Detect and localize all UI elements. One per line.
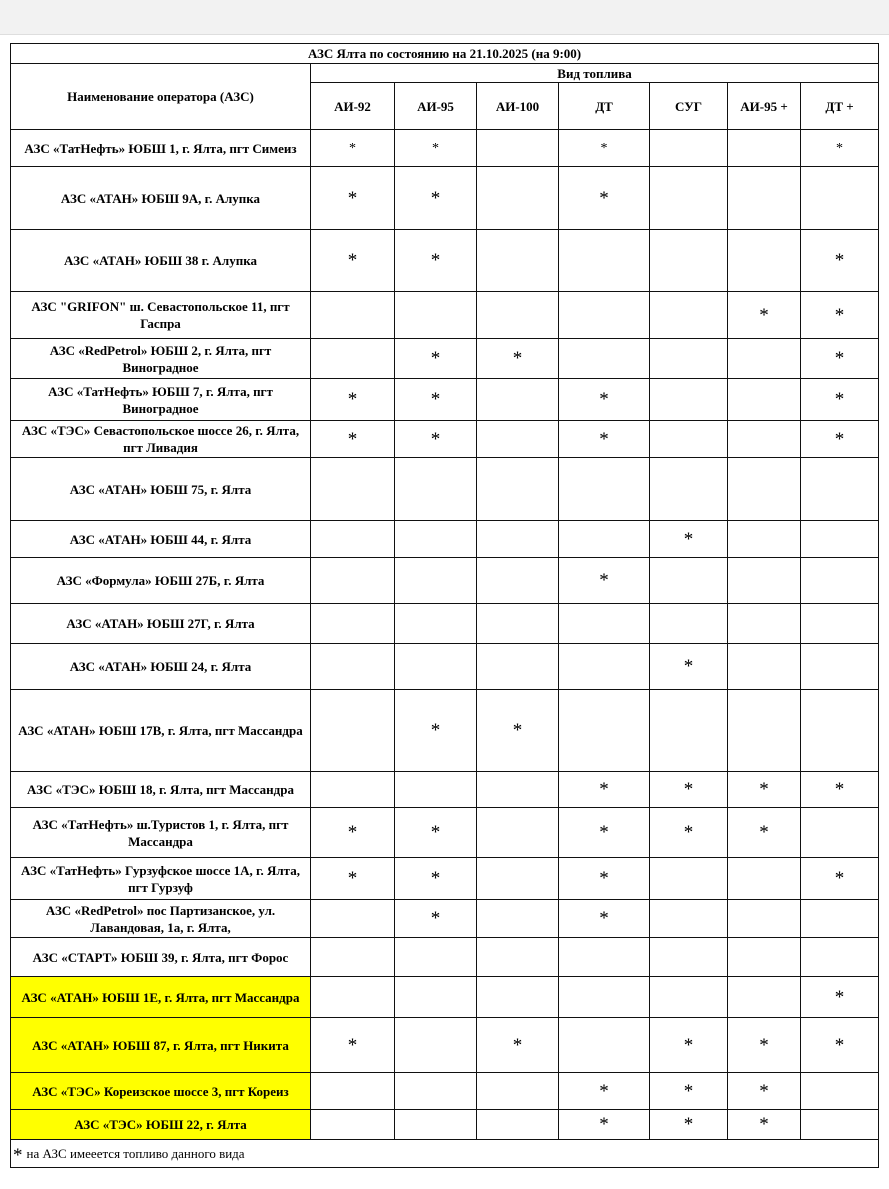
availability-mark: * <box>430 389 441 410</box>
availability-mark: * <box>834 389 845 410</box>
availability-mark: * <box>599 822 609 843</box>
fuel-availability-cell <box>395 339 477 379</box>
fuel-availability-cell <box>728 644 801 690</box>
fuel-availability-cell <box>801 604 879 644</box>
fuel-availability-cell <box>650 292 728 339</box>
availability-mark: * <box>347 822 358 843</box>
table-row <box>11 1018 879 1073</box>
table-row <box>11 521 879 558</box>
fuel-availability-cell <box>801 292 879 339</box>
fuel-availability-cell <box>728 1110 801 1140</box>
availability-mark: * <box>599 389 609 410</box>
fuel-availability-cell <box>650 458 728 521</box>
availability-mark: * <box>834 868 845 889</box>
fuel-availability-cell <box>728 339 801 379</box>
table-row <box>11 1073 879 1110</box>
availability-mark: * <box>759 779 769 800</box>
fuel-availability-cell <box>395 379 477 421</box>
availability-mark: * <box>599 779 609 800</box>
station-name-cell: АЗС «АТАН» ЮБШ 38 г. Алупка <box>11 230 311 292</box>
fuel-availability-cell <box>728 772 801 808</box>
table-row <box>11 230 879 292</box>
table-row <box>11 644 879 690</box>
availability-mark: * <box>599 908 609 929</box>
table-row <box>11 858 879 900</box>
fuel-availability-cell <box>311 558 395 604</box>
station-name-cell: АЗС «АТАН» ЮБШ 87, г. Ялта, пгт Никита <box>11 1018 311 1073</box>
availability-mark: * <box>834 779 845 800</box>
fuel-availability-cell <box>477 230 559 292</box>
table-title: АЗС Ялта по состоянию на 21.10.2025 (на 9:00) <box>11 44 879 64</box>
availability-mark: * <box>683 822 694 843</box>
fuel-column-header: АИ-92 <box>311 83 395 130</box>
fuel-availability-cell <box>801 167 879 230</box>
fuel-availability-cell <box>801 458 879 521</box>
station-name-cell: АЗС «RedPetrol» ЮБШ 2, г. Ялта, пгт Виноградное <box>11 339 311 379</box>
fuel-availability-cell <box>801 421 879 458</box>
availability-mark: * <box>430 187 441 209</box>
availability-mark: * <box>834 250 845 271</box>
fuel-availability-cell <box>477 1110 559 1140</box>
availability-mark: * <box>834 1034 845 1056</box>
availability-mark: * <box>430 348 441 369</box>
fuel-availability-cell <box>477 772 559 808</box>
fuel-availability-cell <box>477 421 559 458</box>
fuel-availability-cell <box>801 772 879 808</box>
availability-mark: * <box>759 304 769 326</box>
availability-mark: * <box>683 1114 694 1135</box>
fuel-availability-cell <box>728 292 801 339</box>
availability-mark: * <box>599 428 609 450</box>
fuel-availability-cell <box>477 379 559 421</box>
fuel-availability-cell <box>311 458 395 521</box>
fuel-availability-cell <box>395 604 477 644</box>
fuel-availability-cell <box>728 690 801 772</box>
fuel-availability-cell <box>395 521 477 558</box>
fuel-availability-cell <box>395 858 477 900</box>
fuel-availability-cell <box>311 644 395 690</box>
availability-mark: * <box>600 140 608 156</box>
fuel-availability-cell <box>728 1018 801 1073</box>
fuel-availability-cell <box>395 644 477 690</box>
fuel-availability-cell <box>311 230 395 292</box>
fuel-availability-cell <box>311 521 395 558</box>
fuel-availability-cell <box>311 421 395 458</box>
fuel-availability-cell <box>477 1018 559 1073</box>
fuel-availability-cell <box>559 644 650 690</box>
fuel-availability-cell <box>395 167 477 230</box>
fuel-availability-cell <box>728 977 801 1018</box>
station-name-cell: АЗС «ТЭС» ЮБШ 18, г. Ялта, пгт Массандра <box>11 772 311 808</box>
fuel-availability-table <box>10 43 879 1168</box>
fuel-availability-cell <box>395 977 477 1018</box>
fuel-availability-cell <box>477 808 559 858</box>
table-row <box>11 690 879 772</box>
availability-mark: * <box>432 140 439 156</box>
fuel-availability-cell <box>395 900 477 938</box>
table-row <box>11 379 879 421</box>
availability-mark: * <box>430 908 441 929</box>
station-name-cell: АЗС «ТЭС» Кореизское шоссе 3, пгт Кореиз <box>11 1073 311 1110</box>
name-column-header: Наименование оператора (АЗС) <box>11 64 311 130</box>
fuel-availability-cell <box>395 230 477 292</box>
table-row <box>11 900 879 938</box>
fuel-availability-cell <box>801 690 879 772</box>
station-name-cell: АЗС «Формула» ЮБШ 27Б, г. Ялта <box>11 558 311 604</box>
fuel-availability-cell <box>559 1073 650 1110</box>
availability-mark: * <box>599 868 609 889</box>
availability-mark: * <box>599 1114 609 1135</box>
fuel-availability-cell <box>728 230 801 292</box>
fuel-availability-cell <box>559 167 650 230</box>
fuel-availability-cell <box>477 644 559 690</box>
availability-mark: * <box>430 250 441 271</box>
footnote <box>11 1140 879 1168</box>
fuel-availability-cell <box>395 130 477 167</box>
station-name-cell: АЗС «АТАН» ЮБШ 1Е, г. Ялта, пгт Массандра <box>11 977 311 1018</box>
fuel-availability-cell <box>477 977 559 1018</box>
availability-mark: * <box>599 1080 609 1102</box>
fuel-availability-cell <box>650 1018 728 1073</box>
fuel-column-header: СУГ <box>650 83 728 130</box>
fuel-availability-cell <box>801 521 879 558</box>
fuel-availability-cell <box>801 1110 879 1140</box>
fuel-availability-cell <box>650 167 728 230</box>
viewer-toolbar <box>0 0 889 35</box>
fuel-availability-cell <box>311 690 395 772</box>
fuel-availability-cell <box>477 558 559 604</box>
fuel-availability-cell <box>728 858 801 900</box>
station-name-cell: АЗС "GRIFON" ш. Севастопольское 11, пгт Гаспра <box>11 292 311 339</box>
fuel-availability-cell <box>801 644 879 690</box>
fuel-availability-cell <box>395 1110 477 1140</box>
availability-mark: * <box>599 187 609 209</box>
fuel-availability-cell <box>650 808 728 858</box>
station-name-cell: АЗС «АТАН» ЮБШ 27Г, г. Ялта <box>11 604 311 644</box>
footnote-text: на АЗС имееется топливо данного вида <box>26 1145 245 1161</box>
availability-mark: * <box>347 250 358 271</box>
fuel-availability-cell <box>311 1018 395 1073</box>
fuel-availability-cell <box>650 1073 728 1110</box>
fuel-availability-cell <box>395 1073 477 1110</box>
station-name-cell: АЗС «ТЭС» ЮБШ 22, г. Ялта <box>11 1110 311 1140</box>
fuel-availability-cell <box>559 938 650 977</box>
availability-mark: * <box>683 779 694 800</box>
fuel-availability-cell <box>728 808 801 858</box>
fuel-availability-cell <box>559 230 650 292</box>
station-name-cell: АЗС «СТАРТ» ЮБШ 39, г. Ялта, пгт Форос <box>11 938 311 977</box>
availability-mark: * <box>683 656 694 677</box>
availability-mark: * <box>512 720 523 741</box>
table-row <box>11 558 879 604</box>
table-row <box>11 167 879 230</box>
station-name-cell: АЗС «ТатНефть» ЮБШ 7, г. Ялта, пгт Виноградное <box>11 379 311 421</box>
availability-mark: * <box>430 822 441 843</box>
station-name-cell: АЗС «АТАН» ЮБШ 24, г. Ялта <box>11 644 311 690</box>
fuel-availability-cell <box>650 379 728 421</box>
table-row <box>11 339 879 379</box>
fuel-availability-cell <box>559 521 650 558</box>
fuel-availability-cell <box>559 900 650 938</box>
fuel-availability-cell <box>395 292 477 339</box>
fuel-availability-cell <box>801 1073 879 1110</box>
fuel-availability-cell <box>477 604 559 644</box>
table-row <box>11 604 879 644</box>
fuel-availability-cell <box>311 938 395 977</box>
station-name-cell: АЗС «АТАН» ЮБШ 17В, г. Ялта, пгт Массандра <box>11 690 311 772</box>
fuel-availability-cell <box>801 858 879 900</box>
availability-mark: * <box>347 428 358 450</box>
availability-mark: * <box>347 868 358 889</box>
availability-mark: * <box>834 428 845 450</box>
fuel-availability-cell <box>650 938 728 977</box>
availability-mark: * <box>347 389 358 410</box>
availability-mark: * <box>834 986 845 1008</box>
fuel-availability-cell <box>728 604 801 644</box>
fuel-availability-cell <box>559 458 650 521</box>
fuel-column-header: АИ-100 <box>477 83 559 130</box>
table-row <box>11 458 879 521</box>
fuel-availability-cell <box>728 167 801 230</box>
fuel-availability-cell <box>801 379 879 421</box>
fuel-availability-cell <box>801 808 879 858</box>
availability-mark: * <box>836 140 844 156</box>
availability-mark: * <box>759 1034 769 1056</box>
table-row <box>11 938 879 977</box>
availability-mark: * <box>512 348 523 369</box>
fuel-availability-cell <box>311 900 395 938</box>
fuel-availability-cell <box>559 858 650 900</box>
fuel-availability-cell <box>477 900 559 938</box>
fuel-availability-cell <box>559 604 650 644</box>
fuel-availability-cell <box>477 130 559 167</box>
fuel-availability-cell <box>650 690 728 772</box>
fuel-availability-cell <box>311 379 395 421</box>
table-row <box>11 292 879 339</box>
fuel-availability-cell <box>477 292 559 339</box>
fuel-availability-cell <box>801 977 879 1018</box>
fuel-availability-cell <box>801 130 879 167</box>
fuel-availability-cell <box>559 130 650 167</box>
station-name-cell: АЗС «RedPetrol» пос Партизанское, ул. Лавандовая, 1а, г. Ялта, <box>11 900 311 938</box>
availability-mark: * <box>683 1080 694 1102</box>
fuel-availability-cell <box>650 339 728 379</box>
fuel-availability-cell <box>650 772 728 808</box>
availability-mark: * <box>430 868 441 889</box>
fuel-availability-cell <box>395 938 477 977</box>
fuel-availability-cell <box>650 230 728 292</box>
availability-mark: * <box>512 1034 523 1056</box>
fuel-availability-cell <box>650 1110 728 1140</box>
availability-mark: * <box>430 720 441 741</box>
availability-mark: * <box>683 1034 694 1056</box>
fuel-availability-cell <box>650 130 728 167</box>
fuel-column-header: АИ-95 + <box>728 83 801 130</box>
fuel-availability-cell <box>728 558 801 604</box>
fuel-availability-cell <box>559 977 650 1018</box>
fuel-availability-cell <box>311 292 395 339</box>
fuel-availability-cell <box>477 938 559 977</box>
fuel-availability-cell <box>728 379 801 421</box>
fuel-group-header: Вид топлива <box>311 64 879 83</box>
availability-mark: * <box>347 1034 358 1056</box>
fuel-availability-cell <box>311 1073 395 1110</box>
fuel-availability-cell <box>311 977 395 1018</box>
fuel-availability-cell <box>395 558 477 604</box>
fuel-availability-cell <box>395 808 477 858</box>
fuel-column-header: АИ-95 <box>395 83 477 130</box>
fuel-availability-cell <box>728 421 801 458</box>
fuel-availability-cell <box>559 379 650 421</box>
fuel-availability-cell <box>650 521 728 558</box>
fuel-availability-cell <box>559 292 650 339</box>
fuel-availability-cell <box>395 1018 477 1073</box>
fuel-availability-cell <box>477 858 559 900</box>
fuel-availability-cell <box>801 1018 879 1073</box>
fuel-availability-cell <box>801 900 879 938</box>
fuel-availability-cell <box>650 558 728 604</box>
fuel-availability-cell <box>477 1073 559 1110</box>
fuel-column-header: ДТ + <box>801 83 879 130</box>
fuel-availability-cell <box>559 772 650 808</box>
station-name-cell: АЗС «АТАН» ЮБШ 44, г. Ялта <box>11 521 311 558</box>
fuel-availability-cell <box>650 977 728 1018</box>
fuel-availability-cell <box>801 938 879 977</box>
availability-mark: * <box>683 528 694 550</box>
table-row <box>11 421 879 458</box>
availability-mark: * <box>834 304 845 326</box>
fuel-availability-cell <box>477 690 559 772</box>
fuel-availability-cell <box>311 167 395 230</box>
fuel-availability-cell <box>395 458 477 521</box>
station-name-cell: АЗС «ТатНефть» ш.Туристов 1, г. Ялта, пгт Массандра <box>11 808 311 858</box>
fuel-availability-cell <box>801 558 879 604</box>
fuel-availability-cell <box>559 339 650 379</box>
fuel-availability-cell <box>650 900 728 938</box>
fuel-availability-cell <box>477 458 559 521</box>
station-name-cell: АЗС «ТЭС» Севастопольское шоссе 26, г. Ялта, пгт Ливадия <box>11 421 311 458</box>
fuel-availability-cell <box>650 644 728 690</box>
fuel-availability-cell <box>477 339 559 379</box>
table-row <box>11 808 879 858</box>
fuel-availability-cell <box>650 604 728 644</box>
availability-mark: * <box>347 187 358 209</box>
table-body <box>11 130 879 1140</box>
fuel-availability-cell <box>311 808 395 858</box>
fuel-availability-cell <box>650 421 728 458</box>
availability-mark: * <box>759 1080 769 1102</box>
availability-mark: * <box>759 822 769 843</box>
fuel-availability-cell <box>559 1110 650 1140</box>
fuel-availability-cell <box>477 521 559 558</box>
availability-mark: * <box>349 140 356 156</box>
fuel-availability-cell <box>559 558 650 604</box>
fuel-availability-cell <box>311 339 395 379</box>
fuel-availability-cell <box>311 1110 395 1140</box>
fuel-availability-cell <box>395 421 477 458</box>
station-name-cell: АЗС «ТатНефть» ЮБШ 1, г. Ялта, пгт Симеиз <box>11 130 311 167</box>
fuel-availability-cell <box>728 521 801 558</box>
fuel-availability-cell <box>395 772 477 808</box>
table-row <box>11 1110 879 1140</box>
fuel-column-header: ДТ <box>559 83 650 130</box>
fuel-availability-cell <box>311 604 395 644</box>
table-row <box>11 977 879 1018</box>
station-name-cell: АЗС «ТатНефть» Гурзуфское шоссе 1А, г. Ялта, пгт Гурзуф <box>11 858 311 900</box>
fuel-availability-cell <box>311 130 395 167</box>
fuel-availability-cell <box>559 421 650 458</box>
table-row <box>11 130 879 167</box>
fuel-availability-cell <box>311 858 395 900</box>
fuel-availability-cell <box>801 230 879 292</box>
availability-mark: * <box>834 348 845 369</box>
fuel-availability-cell <box>728 130 801 167</box>
fuel-availability-cell <box>559 808 650 858</box>
footnote-symbol: * <box>13 1144 23 1166</box>
fuel-availability-cell <box>559 690 650 772</box>
availability-mark: * <box>599 570 609 591</box>
fuel-availability-cell <box>559 1018 650 1073</box>
fuel-availability-cell <box>728 900 801 938</box>
fuel-availability-cell <box>728 938 801 977</box>
station-name-cell: АЗС «АТАН» ЮБШ 75, г. Ялта <box>11 458 311 521</box>
fuel-availability-cell <box>311 772 395 808</box>
fuel-availability-cell <box>477 167 559 230</box>
fuel-availability-cell <box>650 858 728 900</box>
fuel-availability-cell <box>728 1073 801 1110</box>
availability-mark: * <box>430 428 441 450</box>
table-row <box>11 772 879 808</box>
station-name-cell: АЗС «АТАН» ЮБШ 9А, г. Алупка <box>11 167 311 230</box>
fuel-availability-cell <box>395 690 477 772</box>
fuel-availability-cell <box>801 339 879 379</box>
fuel-availability-cell <box>728 458 801 521</box>
availability-mark: * <box>759 1114 769 1135</box>
